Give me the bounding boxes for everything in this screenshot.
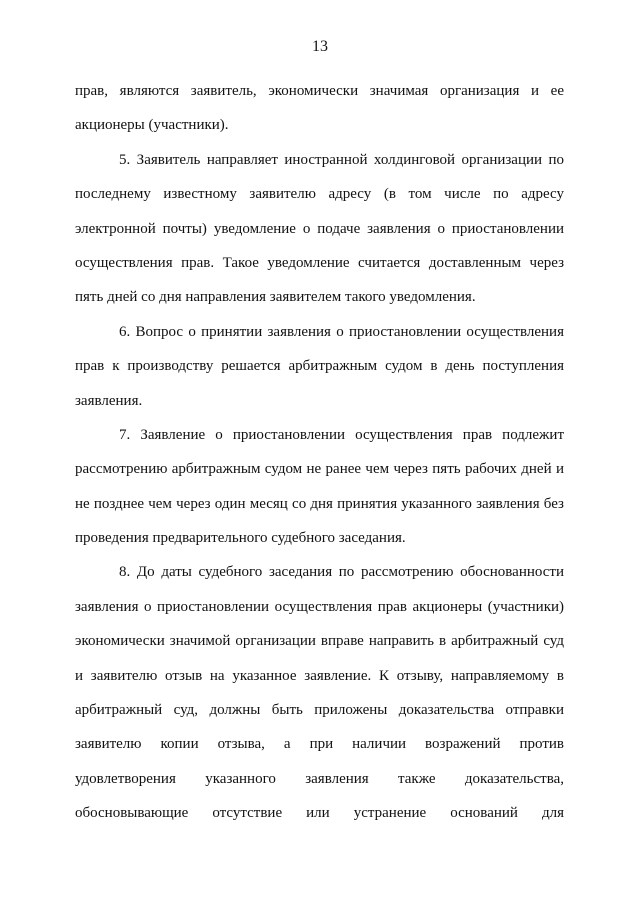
text-line: осуществления прав. Такое уведомление считается доставленным через: [75, 254, 564, 271]
paragraph-6-start: 6. Вопрос о принятии заявления о приостановлении осуществления: [119, 323, 564, 340]
paragraph-7-start: 7. Заявление о приостановлении осуществления прав подлежит: [119, 426, 564, 443]
text-line: акционеры (участники).: [75, 117, 229, 134]
text-line: заявителю копии отзыва, а при наличии возражений против: [75, 736, 564, 753]
document-body: [75, 74, 564, 831]
text-line: прав к производству решается арбитражным судом в день поступления: [75, 358, 564, 375]
text-line: проведения предварительного судебного заседания.: [75, 530, 406, 547]
text-line: прав, являются заявитель, экономически значимая организация и ее: [75, 83, 564, 99]
text-line: заявления о приостановлении осуществления прав акционеры (участники): [75, 598, 564, 615]
text-line: последнему известному заявителю адресу (в том числе по адресу: [75, 186, 564, 203]
text-line: пять дней со дня направления заявителем такого уведомления.: [75, 289, 476, 306]
paragraph-5-start: 5. Заявитель направляет иностранной холдинговой организации по: [119, 151, 564, 168]
text-line: обосновывающие отсутствие или устранение оснований для: [75, 805, 564, 822]
paragraph-8-start: 8. До даты судебного заседания по рассмотрению обоснованности: [119, 564, 564, 581]
text-line: не позднее чем через один месяц со дня принятия указанного заявления без: [75, 495, 564, 512]
text-line: и заявителю отзыв на указанное заявление. К отзыву, направляемому в: [75, 667, 564, 684]
text-line: рассмотрению арбитражным судом не ранее чем через пять рабочих дней и: [75, 461, 564, 478]
text-line: заявления.: [75, 392, 143, 409]
page-number: 13: [312, 38, 328, 55]
text-line: экономически значимой организации вправе направить в арбитражный суд: [75, 633, 564, 650]
text-line: удовлетворения указанного заявления также доказательства,: [75, 770, 564, 787]
text-line: электронной почты) уведомление о подаче заявления о приостановлении: [75, 220, 564, 237]
text-line: арбитражный суд, должны быть приложены доказательства отправки: [75, 702, 564, 719]
